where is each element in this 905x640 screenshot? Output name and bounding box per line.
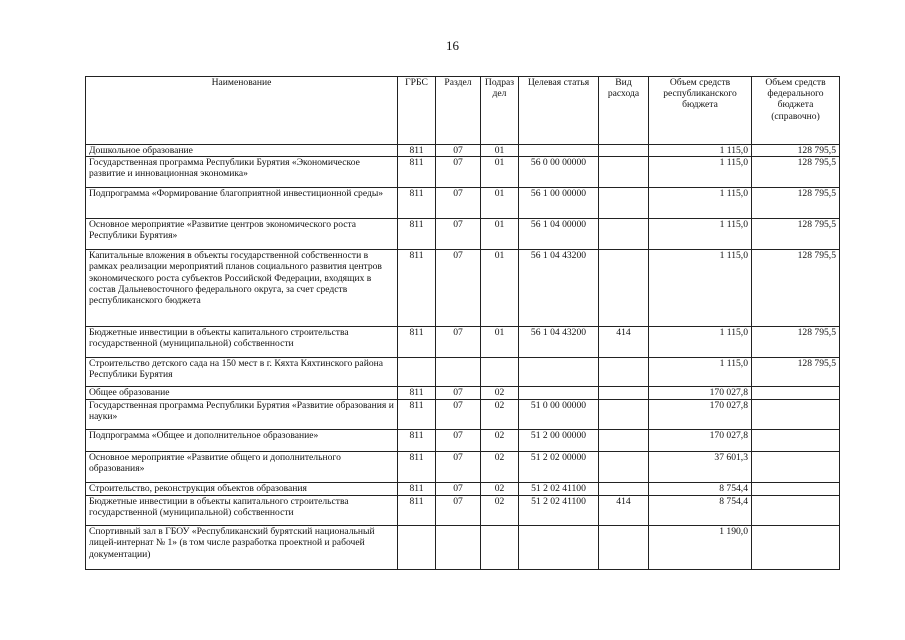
row-grbs: 811 [398, 188, 436, 219]
row-name: Бюджетные инвестиции в объекты капитального строительства государственной (муниципальной) собственности [86, 327, 398, 358]
header-target: Целевая статья [519, 77, 599, 145]
row-section [436, 358, 481, 387]
row-expense-type: 414 [599, 496, 649, 526]
row-name: Строительство детского сада на 150 мест в г. Кяхта Кяхтинского района Республики Бурятия [86, 358, 398, 387]
row-federal-budget [752, 483, 840, 496]
row-expense-type [599, 452, 649, 483]
row-grbs: 811 [398, 400, 436, 430]
row-subsection [481, 358, 519, 387]
row-grbs [398, 358, 436, 387]
row-expense-type [599, 145, 649, 157]
row-subsection: 01 [481, 157, 519, 188]
table-row [86, 483, 840, 496]
row-grbs: 811 [398, 250, 436, 327]
table-row [86, 327, 840, 358]
row-section: 07 [436, 400, 481, 430]
table-row [86, 358, 840, 387]
row-federal-budget [752, 526, 840, 570]
row-section: 07 [436, 157, 481, 188]
row-federal-budget [752, 496, 840, 526]
row-name: Бюджетные инвестиции в объекты капитального строительства государственной (муниципальной) собственности [86, 496, 398, 526]
table-row [86, 430, 840, 452]
row-section: 07 [436, 327, 481, 358]
row-federal-budget: 128 795,5 [752, 188, 840, 219]
row-expense-type [599, 188, 649, 219]
row-federal-budget: 128 795,5 [752, 358, 840, 387]
table-row [86, 188, 840, 219]
row-target: 56 1 04 43200 [519, 327, 599, 358]
header-subsection: Подраз дел [481, 77, 519, 145]
header-grbs: ГРБС [398, 77, 436, 145]
row-federal-budget: 128 795,5 [752, 250, 840, 327]
row-expense-type [599, 483, 649, 496]
row-republic-budget: 1 115,0 [649, 327, 752, 358]
row-republic-budget: 8 754,4 [649, 483, 752, 496]
row-section: 07 [436, 145, 481, 157]
row-federal-budget: 128 795,5 [752, 145, 840, 157]
table-row [86, 452, 840, 483]
page-number: 16 [446, 38, 459, 53]
row-republic-budget: 1 190,0 [649, 526, 752, 570]
row-target: 51 2 02 41100 [519, 496, 599, 526]
row-republic-budget: 1 115,0 [649, 145, 752, 157]
row-expense-type [599, 358, 649, 387]
row-name: Спортивный зал в ГБОУ «Республиканский бурятский национальный лицей-интернат № 1» (в том числе разработка проектной и рабочей документации) [86, 526, 398, 570]
header-federal-budget: Объем средств федерального бюджета (справочно) [752, 77, 840, 145]
row-section: 07 [436, 496, 481, 526]
header-row [86, 77, 840, 145]
row-section: 07 [436, 219, 481, 250]
row-subsection: 02 [481, 400, 519, 430]
row-target: 51 0 00 00000 [519, 400, 599, 430]
row-grbs: 811 [398, 430, 436, 452]
row-subsection: 01 [481, 219, 519, 250]
row-grbs: 811 [398, 219, 436, 250]
row-name: Строительство, реконструкция объектов образования [86, 483, 398, 496]
table-row [86, 526, 840, 570]
row-subsection: 01 [481, 145, 519, 157]
row-section: 07 [436, 188, 481, 219]
row-expense-type [599, 219, 649, 250]
row-expense-type [599, 430, 649, 452]
row-federal-budget: 128 795,5 [752, 219, 840, 250]
row-target: 56 1 04 00000 [519, 219, 599, 250]
row-federal-budget [752, 430, 840, 452]
row-subsection: 01 [481, 188, 519, 219]
row-republic-budget: 170 027,8 [649, 387, 752, 400]
row-target: 56 0 00 00000 [519, 157, 599, 188]
row-expense-type [599, 157, 649, 188]
row-republic-budget: 1 115,0 [649, 358, 752, 387]
row-section [436, 526, 481, 570]
row-expense-type [599, 387, 649, 400]
row-section: 07 [436, 452, 481, 483]
row-target: 56 1 00 00000 [519, 188, 599, 219]
row-grbs: 811 [398, 496, 436, 526]
row-target [519, 387, 599, 400]
row-section: 07 [436, 250, 481, 327]
row-section: 07 [436, 483, 481, 496]
row-name: Общее образование [86, 387, 398, 400]
row-republic-budget: 1 115,0 [649, 219, 752, 250]
table-row [86, 387, 840, 400]
row-republic-budget: 1 115,0 [649, 250, 752, 327]
table-row [86, 400, 840, 430]
row-grbs: 811 [398, 452, 436, 483]
row-name: Государственная программа Республики Бурятия «Развитие образования и науки» [86, 400, 398, 430]
row-name: Дошкольное образование [86, 145, 398, 157]
row-expense-type [599, 526, 649, 570]
row-republic-budget: 170 027,8 [649, 400, 752, 430]
row-subsection: 02 [481, 452, 519, 483]
row-subsection: 01 [481, 250, 519, 327]
row-expense-type [599, 400, 649, 430]
header-expense-type: Вид расхода [599, 77, 649, 145]
row-target [519, 145, 599, 157]
row-grbs: 811 [398, 157, 436, 188]
row-grbs [398, 526, 436, 570]
row-target: 51 2 02 41100 [519, 483, 599, 496]
row-republic-budget: 8 754,4 [649, 496, 752, 526]
row-name: Капитальные вложения в объекты государственной собственности в рамках реализации мероприятий планов социального развития центров экономического роста субъектов Российской Федерации, входящих в состав Дальневосточного федерального округа, за счет средств республиканского бюджета [86, 250, 398, 327]
row-federal-budget [752, 387, 840, 400]
row-republic-budget: 37 601,3 [649, 452, 752, 483]
row-federal-budget [752, 400, 840, 430]
row-expense-type: 414 [599, 327, 649, 358]
row-subsection: 01 [481, 327, 519, 358]
row-section: 07 [436, 387, 481, 400]
row-target [519, 526, 599, 570]
row-target: 51 2 02 00000 [519, 452, 599, 483]
row-subsection: 02 [481, 496, 519, 526]
row-grbs: 811 [398, 327, 436, 358]
row-target: 51 2 00 00000 [519, 430, 599, 452]
row-subsection: 02 [481, 483, 519, 496]
row-name: Основное мероприятие «Развитие центров экономического роста Республики Бурятия» [86, 219, 398, 250]
row-name: Основное мероприятие «Развитие общего и дополнительного образования» [86, 452, 398, 483]
row-target: 56 1 04 43200 [519, 250, 599, 327]
header-name: Наименование [86, 77, 398, 145]
row-republic-budget: 1 115,0 [649, 157, 752, 188]
header-section: Раздел [436, 77, 481, 145]
row-grbs: 811 [398, 145, 436, 157]
row-expense-type [599, 250, 649, 327]
table-row [86, 219, 840, 250]
row-federal-budget [752, 452, 840, 483]
budget-table [85, 76, 840, 570]
row-grbs: 811 [398, 483, 436, 496]
row-federal-budget: 128 795,5 [752, 327, 840, 358]
row-name: Подпрограмма «Общее и дополнительное образование» [86, 430, 398, 452]
table-row [86, 250, 840, 327]
row-name: Подпрограмма «Формирование благоприятной инвестиционной среды» [86, 188, 398, 219]
table-row [86, 496, 840, 526]
row-republic-budget: 1 115,0 [649, 188, 752, 219]
row-federal-budget: 128 795,5 [752, 157, 840, 188]
header-republic-budget: Объем средств республиканского бюджета [649, 77, 752, 145]
row-subsection [481, 526, 519, 570]
row-target [519, 358, 599, 387]
row-subsection: 02 [481, 430, 519, 452]
row-grbs: 811 [398, 387, 436, 400]
table-row [86, 145, 840, 157]
row-section: 07 [436, 430, 481, 452]
table-row [86, 157, 840, 188]
row-subsection: 02 [481, 387, 519, 400]
row-name: Государственная программа Республики Бурятия «Экономическое развитие и инновационная экономика» [86, 157, 398, 188]
row-republic-budget: 170 027,8 [649, 430, 752, 452]
